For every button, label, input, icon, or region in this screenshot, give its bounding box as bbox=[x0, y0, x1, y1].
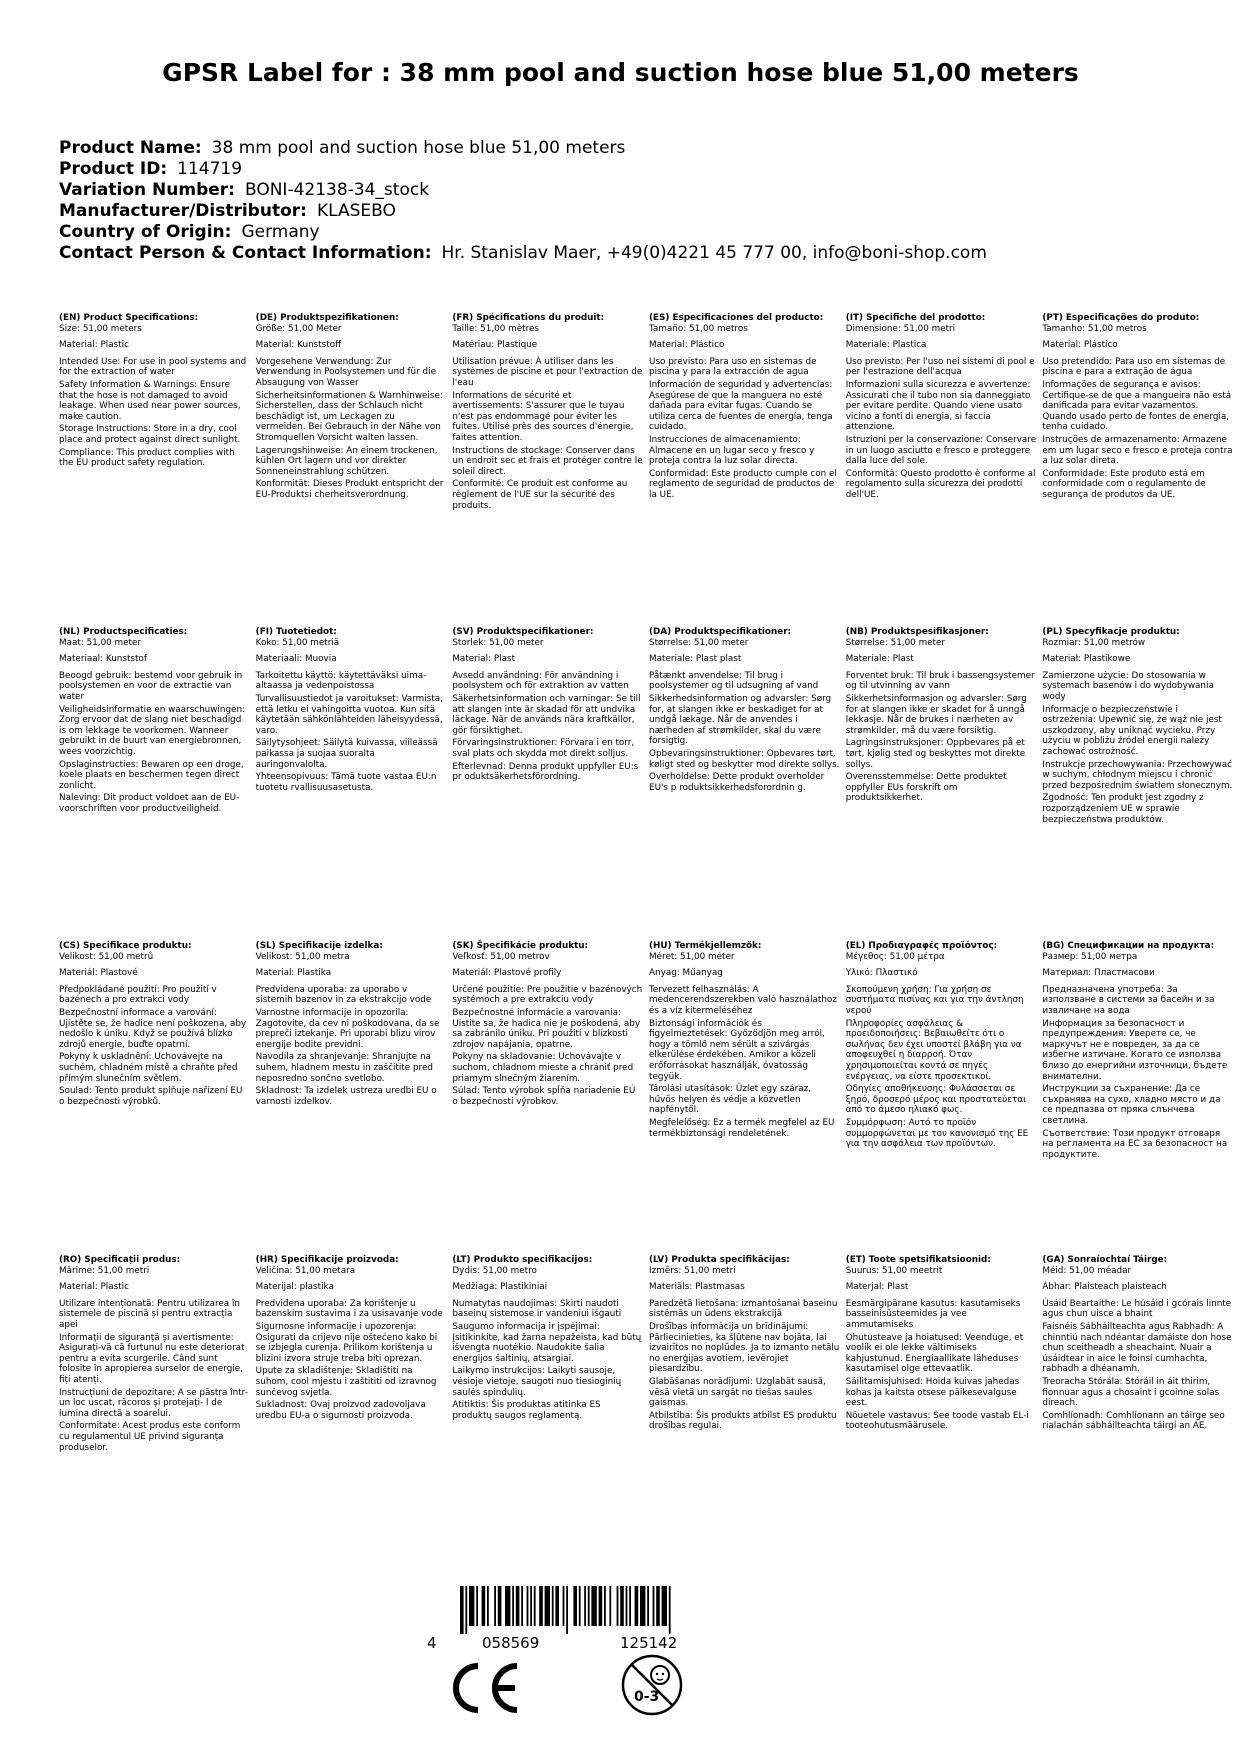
spec-paragraph: Vorgesehene Verwendung: Zur Verwendung in Poolsystemen und für die Absaugung von Wasser bbox=[255, 356, 436, 388]
spec-paragraph: Informazioni sulla sicurezza e avvertenze: Assicurati che il tubo non sia danneggiato per evitare perdite. Quando viene usato vicino a fonti di energia, si faccia attenzione. bbox=[845, 379, 1031, 433]
barcode-bar bbox=[460, 1586, 464, 1634]
spec-paragraph: Upute za skladištenje: Skladištiti na suhom, cool mjestu i zaštititi od izravnog sunčevog svjetla. bbox=[255, 1366, 437, 1398]
spec-paragraph: Laikymo instrukcijos: Laikyti sausoje, vėsioje vietoje, saugoti nuo tiesioginių saulės spindulių. bbox=[452, 1366, 622, 1398]
spec-paragraph: Информация за безопасност и предупреждения: Уверете се, че маркучът не е повреден, за да се избегне изтичане. Когато се използва близо до енергийни източници, бъдете внимателни. bbox=[1042, 1018, 1228, 1082]
spec-size: Size: 51,00 meters bbox=[59, 323, 142, 334]
spec-paragraph: Treoracha Stórála: Stóráil in áit thirim, fionnuar agus a chosaint i gcoinne solas díreach. bbox=[1042, 1376, 1220, 1409]
spec-size: Størrelse: 51,00 meter bbox=[845, 637, 946, 648]
spec-material: Materiaal: Kunststof bbox=[59, 654, 147, 665]
spec-size: Mărime: 51,00 metri bbox=[59, 1265, 150, 1276]
barcode-bar bbox=[512, 1586, 514, 1626]
spec-paragraph: Σκοπούμενη χρήση: Για χρήση σε συστήματα πισίνας και για την άντληση νερού bbox=[845, 984, 1024, 1016]
spec-paragraph: Efterlevnad: Denna produkt uppfyller EU:s pr oduktsäkerhetsförordning. bbox=[452, 761, 639, 783]
spec-heading: (SV) Produktspecifikationer: bbox=[452, 627, 594, 637]
info-row bbox=[59, 243, 987, 264]
spec-paragraph: Uso previsto: Para uso en sistemas de piscina y para la extracción de agua bbox=[649, 356, 817, 378]
spec-paragraph: Atbilstība: Šis produkts atbilst ES produktu drošības regulai. bbox=[649, 1410, 837, 1432]
spec-size: Dimensione: 51,00 metri bbox=[845, 323, 956, 334]
spec-paragraph: Conformitate: Acest produs este conform cu regulamentul UE privind siguranța produselor. bbox=[59, 1421, 241, 1453]
spec-paragraph: Avsedd användning: För användning i poolsystem och för extraktion av vatten bbox=[452, 670, 629, 692]
spec-size: Koko: 51,00 metriä bbox=[255, 637, 340, 648]
spec-paragraph: Sukladnost: Ovaj proizvod zadovoljava uredbu EU-a o sigurnosti proizvoda. bbox=[255, 1400, 426, 1421]
spec-material: Materiale: Plast bbox=[845, 654, 914, 665]
spec-size: Размер: 51,00 метра bbox=[1042, 951, 1138, 962]
spec-heading: (HR) Specifikacije proizvoda: bbox=[255, 1255, 399, 1265]
barcode-bar bbox=[482, 1586, 486, 1626]
spec-heading: (BG) Спецификации на продукта: bbox=[1042, 941, 1215, 951]
spec-paragraph: Instructions de stockage: Conserver dans un endroit sec et frais et protéger contre le soleil direct. bbox=[452, 445, 643, 477]
spec-material: Materiāls: Plastmasas bbox=[649, 1282, 745, 1293]
info-label: Product ID: bbox=[59, 159, 168, 179]
spec-block bbox=[846, 627, 1043, 941]
spec-heading: (EN) Product Specifications: bbox=[59, 313, 199, 323]
info-value: Germany bbox=[241, 222, 320, 242]
spec-size: Dydis: 51,00 metro bbox=[452, 1265, 537, 1276]
spec-block bbox=[1042, 627, 1239, 941]
spec-paragraph: Uso previsto: Per l'uso nei sistemi di pool e per l'estrazione dell'acqua bbox=[845, 356, 1035, 378]
spec-material: Materjal: Plast bbox=[845, 1282, 909, 1293]
spec-block bbox=[452, 627, 649, 941]
spec-material: Material: Kunststoff bbox=[255, 340, 342, 351]
spec-row bbox=[59, 313, 1239, 627]
spec-paragraph: Uso pretendido: Para uso em sistemas de piscina e para a extração de água bbox=[1042, 356, 1226, 378]
info-value: BONI-42138-34_stock bbox=[244, 180, 430, 200]
spec-paragraph: Úsáid Beartaithe: Le húsáid i gcórais linnte agus chun uisce a bhaint bbox=[1042, 1298, 1232, 1320]
product-info bbox=[59, 138, 987, 264]
info-label: Product Name: bbox=[59, 138, 202, 158]
barcode-bar bbox=[527, 1586, 529, 1626]
spec-paragraph: Förvaringsinstruktioner: Förvara i en torr, sval plats och skydda mot direkt solljus. bbox=[452, 738, 635, 759]
spec-paragraph: Saugumo informacija ir įspėjimai: Įsitikinkite, kad žarna nepažeista, kad būtų išvengta nuotėkio. Naudokite šalia energijos šaltinių, atsargiai. bbox=[452, 1321, 642, 1364]
spec-material: Materiał: Plastikowe bbox=[1042, 654, 1131, 665]
spec-paragraph: Nõuetele vastavus: See toode vastab EL-i tooteohutusmäärusele. bbox=[845, 1410, 1029, 1432]
barcode-bar bbox=[579, 1586, 581, 1626]
spec-paragraph: Atitiktis: Šis produktas atitinka ES produktų saugos reglamentą. bbox=[452, 1400, 601, 1421]
spec-paragraph: Инструкции за съхранение: Да се съхранява на сухо, хладно място и да се предпазва от пряка слънчева светлина. bbox=[1042, 1084, 1221, 1126]
spec-size: Tamaño: 51,00 metros bbox=[649, 323, 748, 334]
barcode-bar bbox=[640, 1586, 645, 1626]
spec-block bbox=[846, 313, 1043, 627]
barcode-bar bbox=[599, 1586, 603, 1626]
spec-paragraph: Предназначена употреба: За използване в системи за басейн и за извличане на вода bbox=[1042, 984, 1215, 1016]
spec-paragraph: Zamierzone użycie: Do stosowania w systemach basenów i do wydobywania wody bbox=[1042, 670, 1214, 702]
spec-paragraph: Beoogd gebruik: bestemd voor gebruik in poolsystemen en voor de extractie van water bbox=[59, 670, 243, 702]
barcode-bar bbox=[662, 1586, 667, 1626]
spec-paragraph: Faisnéis Sábháilteachta agus Rabhadh: A chinntiú nach ndéantar damáiste don hose chun sceitheadh a sheachaint. Nuair a úsáidtear in aice le foinsí cumhachta, rabhadh a dhéanamh. bbox=[1042, 1321, 1232, 1375]
spec-material: Material: Plastika bbox=[255, 968, 332, 979]
barcode-bar bbox=[653, 1586, 655, 1626]
spec-size: Størrelse: 51,00 meter bbox=[649, 637, 749, 648]
barcode-bar bbox=[617, 1586, 619, 1626]
spec-paragraph: Ohutusteave ja hoiatused: Veenduge, et voolik ei ole lekke vältimiseks kahjustunud. Energiaallikate läheduses kasutamisel olge ettevaatlik. bbox=[845, 1332, 1024, 1375]
spec-paragraph: Yhteensopivuus: Tämä tuote vastaa EU:n tuotetu rvallisuusasetusta. bbox=[255, 772, 437, 793]
spec-paragraph: Συμμόρφωση: Αυτό το προϊόν συμμορφώνεται με τον κανονισμό της ΕΕ για την ασφάλεια των προϊόντων. bbox=[845, 1117, 1029, 1150]
spec-size: Méid: 51,00 méadar bbox=[1042, 1265, 1132, 1276]
spec-paragraph: Overholdelse: Dette produkt overholder EU's p roduktsikkerhedsforordnin g. bbox=[649, 772, 825, 793]
ce-mark bbox=[445, 1658, 525, 1722]
spec-paragraph: Utilizare intenționată: Pentru utilizarea în sistemele de piscină și pentru extracția apei bbox=[59, 1298, 240, 1330]
barcode-bar bbox=[552, 1586, 554, 1626]
barcode-bar bbox=[494, 1586, 496, 1626]
spec-size: Μέγεθος: 51,00 μέτρα bbox=[845, 951, 945, 962]
spec-heading: (PT) Especificações do produto: bbox=[1042, 313, 1200, 323]
barcode-bar bbox=[626, 1586, 628, 1626]
spec-paragraph: Lagerungshinweise: An einem trockenen, kühlen Ort lagern und vor direkter Sonneneinstrahlung schützen. bbox=[255, 445, 438, 477]
spec-block bbox=[256, 941, 453, 1255]
spec-paragraph: Předpokládané použití: Pro použití v bazénech a pro extrakci vody bbox=[59, 984, 217, 1006]
barcode-bar bbox=[669, 1586, 671, 1634]
info-row bbox=[59, 138, 987, 159]
spec-paragraph: Påtænkt anvendelse: Til brug i poolsystemer og til udsugning af vand bbox=[649, 670, 819, 692]
spec-paragraph: Drošības informācija un brīdinājumi: Pārliecinieties, ka šļūtene nav bojāta, lai izvairītos no noplūdes. Ja to izmanto netālu no enerģijas avotiem, ievērojiet piesardzību. bbox=[649, 1321, 840, 1375]
info-label: Manufacturer/Distributor: bbox=[59, 201, 307, 221]
spec-block bbox=[649, 313, 846, 627]
info-value: Hr. Stanislav Maer, +49(0)4221 45 777 00, info@boni-shop.com bbox=[441, 243, 987, 263]
spec-block bbox=[256, 313, 453, 627]
barcode-bar bbox=[534, 1586, 536, 1626]
spec-material: Matériau: Plastique bbox=[452, 340, 538, 351]
spec-paragraph: Οδηγίες αποθήκευσης: Φυλάσσεται σε ξηρό, δροσερό μέρος και προστατεύεται από το άμεσο ηλιακό φως. bbox=[845, 1084, 1027, 1116]
spec-size: Rozmiar: 51,00 metrów bbox=[1042, 637, 1146, 648]
spec-paragraph: Conformité: Ce produit est conforme au règlement de l'UE sur la sécurité des produits. bbox=[452, 479, 628, 511]
info-row bbox=[59, 159, 987, 180]
spec-heading: (DE) Produktspezifikationen: bbox=[255, 313, 399, 323]
spec-heading: (FI) Tuotetiedot: bbox=[255, 627, 337, 637]
spec-paragraph: Tervezett felhasználás: A medencerendszerekben való használathoz és a víz kitermeléséhez bbox=[649, 984, 837, 1016]
spec-block bbox=[59, 627, 256, 941]
barcode-bar bbox=[635, 1586, 639, 1626]
spec-paragraph: Biztonsági információk és figyelmeztetések: Győződjön meg arról, hogy a tömlő nem sérült a szivárgás elkerülése érdekében. Amikor a közeli erőforrásokat használják, óvatosság tegyük. bbox=[649, 1018, 825, 1082]
specifications-grid bbox=[59, 313, 1239, 1569]
barcode-bar bbox=[516, 1586, 520, 1626]
spec-paragraph: Pokyny k uskladnění: Uchovávejte na suchém, chladném místě a chraňte před přímým slunečním světlem. bbox=[59, 1052, 238, 1084]
spec-paragraph: Säilitamisjuhised: Hoida kuivas jahedas kohas ja kaitsta otsese päikesevalguse eest. bbox=[845, 1376, 1020, 1409]
spec-paragraph: Informacje o bezpieczeństwie i ostrzeżenia: Upewnić się, że wąż nie jest uszkodzony, aby uniknąć wycieku. Przy użyciu w pobliżu źródeł energii należy zachować ostrożność. bbox=[1042, 704, 1222, 757]
spec-size: Suurus: 51,00 meetrit bbox=[845, 1265, 943, 1276]
spec-material: Υλικό: Πλαστικό bbox=[845, 968, 918, 979]
spec-paragraph: Konformität: Dieses Produkt entspricht der EU-Produktsi cherheitsverordnung. bbox=[255, 479, 444, 500]
spec-material: Medžiaga: Plastikiniai bbox=[452, 1282, 548, 1293]
spec-heading: (IT) Specifiche del prodotto: bbox=[845, 313, 986, 323]
spec-material: Материал: Пластмасови bbox=[1042, 968, 1155, 979]
spec-paragraph: Veiligheidsinformatie en waarschuwingen: Zorg ervoor dat de slang niet beschadigd is om lekkage te voorkomen. Wanneer gebruikt in de buurt van energiebronnen, wees voorzichtig. bbox=[59, 704, 245, 757]
spec-block bbox=[452, 941, 649, 1255]
spec-heading: (PL) Specyfikacje produktu: bbox=[1042, 627, 1180, 637]
spec-size: Izmērs: 51,00 metri bbox=[649, 1265, 736, 1276]
info-value: KLASEBO bbox=[316, 201, 396, 221]
barcode-bar bbox=[521, 1586, 523, 1626]
spec-block bbox=[59, 941, 256, 1255]
spec-paragraph: Predvidena uporaba: za uporabo v sistemih bazenov in za ekstrakcijo vode bbox=[255, 984, 432, 1006]
spec-block bbox=[1042, 313, 1239, 627]
barcode-digits-left: 058569 bbox=[482, 1634, 540, 1652]
spec-paragraph: Tárolási utasítások: Üzlet egy száraz, hűvös helyen és védje a közvetlen napfénytől. bbox=[649, 1084, 812, 1116]
spec-paragraph: Sicherheitsinformationen & Warnhinweise: Sicherstellen, dass der Schlauch nicht beschädigt ist, um Leckagen zu vermeiden. Bei Gebrauch in der Nähe von Stromquellen Vorsicht walten lassen. bbox=[255, 390, 443, 443]
spec-block bbox=[1042, 941, 1239, 1255]
spec-paragraph: Bezpečnostné informácie a varovania: Uistite sa, že hadica nie je poškodená, aby sa zabránilo úniku. Pri použití v blízkosti zdrojov napájania, opatrne. bbox=[452, 1007, 641, 1050]
barcode-bar bbox=[629, 1586, 631, 1626]
spec-block bbox=[649, 1255, 846, 1569]
spec-paragraph: Storage Instructions: Store in a dry, cool place and protect against direct sunlight. bbox=[59, 424, 241, 445]
spec-paragraph: Säkerhetsinformation och varningar: Se till att slangen inte är skadad för att undvika läckage. När de används nära kraftkällor, gör försiktighet. bbox=[452, 693, 641, 736]
spec-block bbox=[256, 627, 453, 941]
spec-paragraph: Sikkerhetsinformasjon og advarsler: Sørg for at slangen ikke er skadet for å unngå lekkasje. Når de brukes i nærheten av strømkilder, må du være forsiktig. bbox=[845, 693, 1027, 736]
spec-material: Materijal: plastika bbox=[255, 1282, 334, 1293]
spec-heading: (NL) Productspecificaties: bbox=[59, 627, 188, 637]
spec-paragraph: Conformidad: Este producto cumple con el reglamento de seguridad de productos de la UE. bbox=[649, 468, 837, 500]
spec-paragraph: Turvallisuustiedot ja varoitukset: Varmista, että letku ei vahingoitta vuotoa. Kun sitä käytetään sähkönlähteiden läheisyydessä, varo. bbox=[255, 693, 443, 736]
spec-paragraph: Naleving: Dit product voldoet aan de EU-voorschriften voor productveiligheid. bbox=[59, 793, 240, 814]
spec-block bbox=[59, 1255, 256, 1569]
barcode bbox=[440, 1586, 740, 1634]
spec-paragraph: Informații de siguranță și avertismente: Asigurați-vă că furtunul nu este deteriorat pentru a evita scurgerile. Când sunt folosite în apropierea surselor de energie, fiți atenți. bbox=[59, 1332, 245, 1385]
spec-material: Ábhar: Plaisteach plaisteach bbox=[1042, 1282, 1167, 1293]
barcode-bar bbox=[498, 1586, 502, 1626]
spec-block bbox=[256, 1255, 453, 1569]
barcode-bar bbox=[656, 1586, 660, 1626]
spec-paragraph: Compliance: This product complies with the EU product safety regulation. bbox=[59, 447, 235, 469]
spec-paragraph: Tarkoitettu käyttö: käytettäväksi uima-altaassa ja vedenpoistossa bbox=[255, 670, 427, 692]
spec-size: Veličina: 51,00 metara bbox=[255, 1265, 356, 1276]
spec-material: Materiale: Plast plast bbox=[649, 654, 742, 665]
spec-block bbox=[452, 313, 649, 627]
spec-paragraph: Informations de sécurité et avertissements: S'assurer que le tuyau n'est pas endommagé pour éviter les fuites. Utilisé près des sources d'énergie, faites attention. bbox=[452, 390, 634, 443]
info-row bbox=[59, 201, 987, 222]
info-row bbox=[59, 180, 987, 201]
spec-heading: (ET) Toote spetsifikatsioonid: bbox=[845, 1255, 991, 1265]
spec-paragraph: Megfelelőség: Ez a termék megfelel az EU termékbiztonsági rendeletének. bbox=[649, 1117, 835, 1139]
spec-material: Materiaali: Muovia bbox=[255, 654, 337, 665]
spec-paragraph: Utilisation prévue: À utiliser dans les systèmes de piscine et pour l'extraction de l'eau bbox=[452, 356, 643, 388]
spec-paragraph: Bezpečnostní informace a varování: Ujistěte se, že hadice není poškozena, aby nedošlo k úniku. Když se používá blízko zdrojů energie, buďte opatrní. bbox=[59, 1007, 247, 1050]
barcode-bar bbox=[647, 1586, 649, 1626]
barcode-bar bbox=[591, 1586, 596, 1626]
spec-paragraph: Súlad: Tento výrobok spĺňa nariadenie EÚ o bezpečnosti výrobkov. bbox=[452, 1086, 636, 1107]
spec-paragraph: Soulad: Tento produkt splňuje nařízení EU o bezpečnosti výrobků. bbox=[59, 1086, 243, 1107]
spec-heading: (SL) Specifikacije izdelka: bbox=[255, 941, 383, 951]
spec-heading: (DA) Produktspecifikationer: bbox=[649, 627, 792, 637]
spec-paragraph: Säilytysohjeet: Säilytä kuivassa, viileässä paikassa ja suojaa suoralta auringonvalolta. bbox=[255, 738, 438, 770]
spec-paragraph: Lagringsinstruksjoner: Oppbevares på et tørt, kjølig sted og beskyttes mot direkte sollys. bbox=[845, 738, 1026, 770]
barcode-bar bbox=[620, 1586, 624, 1626]
info-row bbox=[59, 222, 987, 243]
page-title: GPSR Label for : 38 mm pool and suction hose blue 51,00 meters bbox=[162, 58, 1079, 87]
spec-paragraph: Skladnost: Ta izdelek ustreza uredbi EU o varnosti izdelkov. bbox=[255, 1086, 437, 1107]
spec-row bbox=[59, 941, 1239, 1255]
spec-size: Taille: 51,00 mètres bbox=[452, 323, 539, 334]
spec-material: Material: Plastic bbox=[59, 340, 129, 351]
barcode-bar bbox=[588, 1586, 590, 1626]
spec-heading: (RO) Specificații produs: bbox=[59, 1255, 181, 1265]
spec-material: Material: Plast bbox=[452, 654, 516, 665]
spec-heading: (ES) Especificaciones del producto: bbox=[649, 313, 824, 323]
spec-paragraph: Opbevaringsinstruktioner: Opbevares tørt, køligt sted og beskytter mod direkte sollys. bbox=[649, 748, 840, 770]
barcode-bar bbox=[555, 1586, 559, 1626]
spec-material: Materiál: Plastové bbox=[59, 968, 138, 979]
info-value: 38 mm pool and suction hose blue 51,00 meters bbox=[211, 138, 626, 158]
spec-heading: (LT) Produkto specifikacijos: bbox=[452, 1255, 593, 1265]
info-label: Variation Number: bbox=[59, 180, 235, 200]
spec-paragraph: Instrucțiuni de depozitare: A se păstra într- un loc uscat, răcoros și protejați- l de lumina directă a soarelui. bbox=[59, 1387, 248, 1419]
barcode-bar bbox=[604, 1586, 606, 1626]
spec-heading: (NB) Produktspesifikasjoner: bbox=[845, 627, 989, 637]
spec-size: Größe: 51,00 Meter bbox=[255, 323, 342, 334]
spec-block bbox=[846, 1255, 1043, 1569]
spec-paragraph: Instruções de armazenamento: Armazene em um lugar seco e fresco e proteja contra a luz solar direta. bbox=[1042, 434, 1233, 467]
spec-paragraph: Istruzioni per la conservazione: Conservare in un luogo asciutto e fresco e proteggere dalla luce del sole. bbox=[845, 434, 1037, 467]
spec-paragraph: Overensstemmelse: Dette produktet oppfyller EUs forskrift om produktsikkerhet. bbox=[845, 772, 1007, 804]
spec-size: Tamanho: 51,00 metros bbox=[1042, 323, 1147, 334]
spec-paragraph: Conformità: Questo prodotto è conforme al regolamento sulla sicurezza dei prodotti dell'UE. bbox=[845, 468, 1036, 500]
spec-block bbox=[59, 313, 256, 627]
spec-paragraph: Navodila za shranjevanje: Shranjujte na suhem, hladnem mestu in zaščitite pred neposredno sončno svetlobo. bbox=[255, 1052, 433, 1084]
barcode-bar bbox=[505, 1586, 510, 1626]
spec-heading: (SK) Špecifikácie produktu: bbox=[452, 941, 589, 951]
barcode-digits-right: 125142 bbox=[620, 1634, 678, 1652]
barcode-bar bbox=[545, 1586, 550, 1626]
spec-paragraph: Predviđena uporaba: Za korištenje u bazenskim sustavima i za usisavanje vode bbox=[255, 1298, 443, 1320]
spec-paragraph: Určené použitie: Pre použitie v bazénových systémoch a pre extrakciu vody bbox=[452, 984, 643, 1006]
spec-paragraph: Informações de segurança e avisos: Certifique-se de que a mangueira não está danificada para evitar vazamentos. Quando usado perto de fontes de energia, tenha cuidado. bbox=[1042, 379, 1232, 433]
spec-paragraph: Varnostne informacije in opozorila: Zagotovite, da cev ni poškodovana, da se prepreči iztekanje. Pri uporabi blizu virov energije bodite previdni. bbox=[255, 1007, 440, 1050]
barcode-bar bbox=[469, 1586, 474, 1626]
barcode-bar bbox=[563, 1586, 565, 1626]
spec-material: Anyag: Műanyag bbox=[649, 968, 723, 979]
spec-size: Velikost: 51,00 metrů bbox=[59, 951, 154, 962]
not-for-children-icon bbox=[620, 1653, 684, 1721]
spec-material: Material: Plastic bbox=[59, 1282, 129, 1293]
spec-paragraph: Sigurnosne informacije i upozorenja: Osigurati da crijevo nije oštećeno kako bi se izbjegla curenja. Prilikom korištenja u blizini izvora struje treba biti oprezan. bbox=[255, 1321, 438, 1364]
spec-size: Storlek: 51,00 meter bbox=[452, 637, 544, 648]
spec-paragraph: Paredzētā lietošana: izmantošanai baseinu sistēmās un ūdens ekstrakcijā bbox=[649, 1298, 838, 1320]
spec-heading: (HU) Termékjellemzők: bbox=[649, 941, 762, 951]
barcode-bar bbox=[539, 1586, 543, 1626]
spec-paragraph: Instrukcje przechowywania: Przechowywać w suchym, chłodnym miejscu i chronić przed bezpośrednim światłem słonecznym. bbox=[1042, 759, 1233, 791]
spec-row bbox=[59, 627, 1239, 941]
barcode-bar bbox=[609, 1586, 611, 1626]
barcode-bar bbox=[566, 1586, 568, 1634]
spec-paragraph: Safety Information & Warnings: Ensure that the hose is not damaged to avoid leakage. When used near power sources, make caution. bbox=[59, 379, 241, 422]
info-label: Country of Origin: bbox=[59, 222, 232, 242]
spec-paragraph: Instrucciones de almacenamiento: Almacene en un lugar seco y fresco y proteja contra la luz solar directa. bbox=[649, 434, 815, 467]
spec-block bbox=[1042, 1255, 1239, 1569]
barcode-digit-first: 4 bbox=[427, 1634, 437, 1652]
spec-heading: (GA) Sonraíochtaí Táirge: bbox=[1042, 1255, 1168, 1265]
spec-block bbox=[846, 941, 1043, 1255]
spec-paragraph: Numatytas naudojimas: Skirti naudoti baseinų sistemose ir vandeniui išgauti bbox=[452, 1298, 622, 1320]
spec-material: Material: Plástico bbox=[1042, 340, 1118, 351]
spec-heading: (CS) Specifikace produktu: bbox=[59, 941, 192, 951]
spec-paragraph: Opslaginstructies: Bewaren op een droge, koele plaats en beschermen tegen direct zonlicht. bbox=[59, 759, 244, 791]
barcode-bar bbox=[476, 1586, 478, 1626]
spec-paragraph: Glabāšanas norādījumi: Uzglabāt sausā, vēsā vietā un sargāt no tiešas saules gaismas. bbox=[649, 1376, 826, 1409]
spec-paragraph: Comhlíonadh: Comhlíonann an táirge seo rialachán sábháilteachta táirgí an AE. bbox=[1042, 1410, 1225, 1432]
barcode-bar bbox=[465, 1586, 467, 1634]
barcode-bar bbox=[530, 1586, 532, 1626]
barcode-bar bbox=[487, 1586, 489, 1626]
spec-material: Materiál: Plastové profily bbox=[452, 968, 562, 979]
spec-heading: (FR) Spécifications du produit: bbox=[452, 313, 605, 323]
spec-paragraph: Съответствие: Този продукт отговаря на регламента на ЕС за безопасност на продуктите. bbox=[1042, 1128, 1228, 1160]
spec-paragraph: Eesmärgipärane kasutus: kasutamiseks basseinisüsteemides ja vee ammutamiseks bbox=[845, 1298, 1021, 1330]
spec-paragraph: Forventet bruk: Til bruk i bassengsystemer og til utvinning av vann bbox=[845, 670, 1035, 692]
spec-paragraph: Zgodność: Ten produkt jest zgodny z rozporządzeniem UE w sprawie bezpieczeństwa produktów. bbox=[1042, 793, 1204, 825]
spec-paragraph: Πληροφορίες ασφάλειας & προειδοποιήσεις: Βεβαιωθείτε ότι ο σωλήνας δεν έχει υποστεί βλάβη για να αποφευχθεί η διαρροή. Όταν χρησιμοποιείται κοντά σε πηγές ενέργειας, να είστε προσεκτικοί. bbox=[845, 1018, 1022, 1082]
spec-row bbox=[59, 1255, 1239, 1569]
spec-size: Maat: 51,00 meter bbox=[59, 637, 142, 648]
spec-size: Méret: 51,00 méter bbox=[649, 951, 735, 962]
spec-heading: (LV) Produkta specifikācijas: bbox=[649, 1255, 790, 1265]
spec-heading: (EL) Προδιαγραφές προϊόντος: bbox=[845, 941, 998, 951]
spec-paragraph: Intended Use: For use in pool systems and for the extraction of water bbox=[59, 356, 247, 378]
spec-paragraph: Pokyny na skladovanie: Uchovávajte v suchom, chladnom mieste a chrániť pred priamym slnečným žiarením. bbox=[452, 1052, 634, 1084]
spec-paragraph: Información de seguridad y advertencias: Asegúrese de que la manguera no esté dañada para evitar fugas. Cuando se utiliza cerca de fuentes de energía, tenga cuidado. bbox=[649, 379, 833, 433]
spec-block bbox=[649, 941, 846, 1255]
spec-paragraph: Conformidade: Este produto está em conformidade com o regulamento de segurança de produtos da UE. bbox=[1042, 468, 1206, 500]
spec-size: Velikost: 51,00 metra bbox=[255, 951, 350, 962]
spec-size: Veľkosť: 51,00 metrov bbox=[452, 951, 550, 962]
info-label: Contact Person & Contact Information: bbox=[59, 243, 432, 263]
barcode-bar bbox=[573, 1586, 577, 1626]
info-value: 114719 bbox=[177, 159, 243, 179]
spec-paragraph: Sikkerhedsinformation og advarsler: Sørg for, at slangen ikke er beskadiget for at undgå lækage. Når de anvendes i nærheden af strømkilder, skal du være forsigtig. bbox=[649, 693, 832, 747]
spec-material: Materiale: Plastica bbox=[845, 340, 927, 351]
age-warning-label: 0-3 bbox=[634, 1689, 660, 1705]
barcode-bar bbox=[584, 1586, 586, 1626]
spec-material: Material: Plástico bbox=[649, 340, 725, 351]
spec-block bbox=[649, 627, 846, 941]
spec-block bbox=[452, 1255, 649, 1569]
